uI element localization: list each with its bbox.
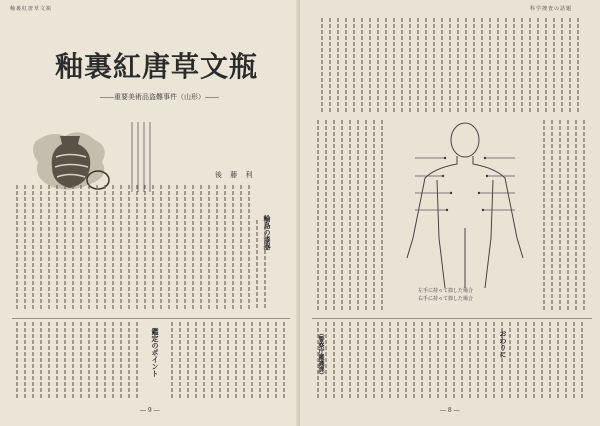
left-section-heading-2: 鑑定のポイント (151, 328, 160, 377)
article-subtitle: ――重要美術品盗難事件（山形）―― (100, 93, 219, 101)
left-body-column-1 (12, 185, 290, 315)
left-running-head: 釉裏紅唐草文瓶 (10, 6, 53, 12)
right-page (300, 0, 600, 426)
text-lines-graphic (130, 122, 160, 192)
right-section-heading-1: おわりに (499, 330, 508, 358)
figure-caption-1: 左手に持って捺した場合 (418, 288, 474, 294)
right-column-rule (312, 318, 592, 319)
left-section-heading-1: 輪島の漆器 (263, 215, 272, 250)
right-body-top (312, 18, 590, 118)
figure-caption-2: 右手に持って捺した場合 (418, 296, 474, 302)
right-body-bottom (312, 322, 592, 404)
right-body-right (538, 120, 593, 315)
right-folio: ― 8 ― (440, 407, 460, 414)
human-figure-diagram (395, 118, 535, 298)
left-column-rule (12, 318, 290, 319)
left-body-column-2 (12, 322, 290, 404)
right-running-head: 科学捜査の話題 (530, 6, 573, 12)
decor-text-lines (130, 122, 160, 192)
author-name: 後 藤 利 (215, 171, 256, 179)
left-folio: ― 9 ― (140, 407, 160, 414)
right-section-heading-2: （警察庁鑑識課） (317, 330, 324, 378)
right-body-left (312, 120, 392, 315)
article-title: 釉裏紅唐草文瓶 (55, 50, 259, 83)
